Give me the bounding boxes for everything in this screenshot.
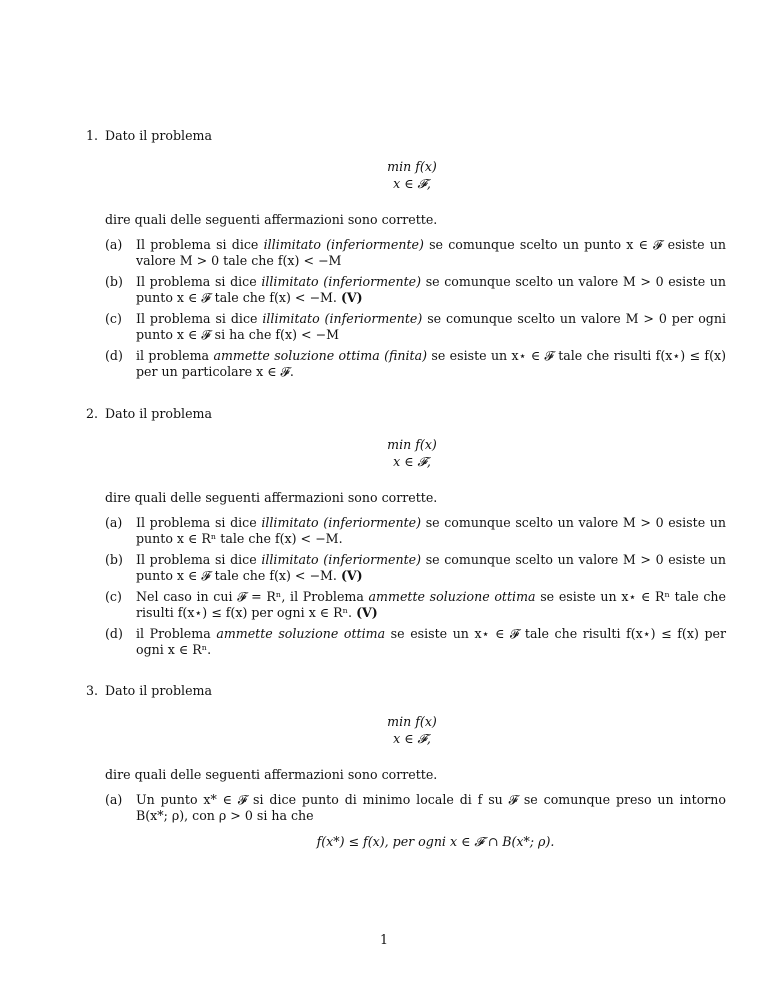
answer-pre: Il problema si dice — [136, 237, 264, 252]
answer-emph: ammette soluzione ottima — [216, 626, 386, 641]
answer-item — [105, 515, 726, 547]
problem-objective: min f(x) — [387, 159, 437, 174]
answer-text — [136, 311, 726, 343]
problem-statement — [86, 436, 726, 470]
answer-emph: ammette soluzione ottima — [368, 589, 536, 604]
answer-text — [136, 515, 726, 547]
answer-item — [105, 311, 726, 343]
answer-label: (b) — [105, 552, 123, 567]
problem-constraint: x ∈ 𝓕, — [393, 454, 431, 469]
answer-text — [136, 274, 726, 306]
answer-text — [136, 589, 726, 621]
question-number: 2. — [86, 406, 99, 421]
answer-text — [136, 237, 726, 269]
answer-post: se esiste un x⋆ ∈ Rⁿ tale che risulti f(x⋆) ≤ f(x) per ogni x ∈ Rⁿ. — [136, 589, 727, 620]
answer-label: (c) — [105, 311, 122, 326]
display-inequality: f(x*) ≤ f(x), per ogni x ∈ 𝓕 ∩ B(x*; ρ). — [316, 834, 555, 849]
answer-post: se esiste un x⋆ ∈ 𝓕 tale che risulti f(x⋆) ≤ f(x) per un particolare x ∈ 𝓕. — [136, 348, 727, 379]
answer-post: se comunque scelto un valore M > 0 esiste un punto x ∈ 𝓕 tale che f(x) < −M. — [136, 274, 727, 305]
correct-mark: (V) — [340, 290, 363, 305]
answer-pre: Nel caso in cui 𝓕 = Rⁿ, il Problema — [136, 589, 369, 604]
problem-constraint: x ∈ 𝓕, — [393, 176, 431, 191]
answer-item — [105, 626, 726, 658]
answer-pre: Il problema si dice — [136, 515, 262, 530]
answer-label: (a) — [105, 515, 123, 530]
answer-pre: il problema — [136, 348, 214, 363]
answer-pre: Il problema si dice — [136, 311, 263, 326]
problem-statement — [86, 713, 726, 747]
answer-text — [136, 348, 726, 380]
answer-emph: illimitato (inferiormente) — [261, 274, 422, 289]
answer-item — [105, 552, 726, 584]
question-heading: Dato il problema — [105, 128, 212, 143]
question-intro: dire quali delle seguenti affermazioni sono corrette. — [105, 490, 438, 505]
question-1 — [86, 128, 726, 385]
answer-emph: illimitato (inferiormente) — [262, 311, 423, 326]
page-number: 1 — [379, 932, 388, 947]
answer-pre: Il problema si dice — [136, 274, 262, 289]
answer-pre: il Problema — [136, 626, 217, 641]
question-intro: dire quali delle seguenti affermazioni sono corrette. — [105, 212, 438, 227]
correct-mark: (V) — [340, 568, 363, 583]
answer-text: Un punto x* ∈ 𝓕 si dice punto di minimo locale di f su 𝓕 se comunque preso un intorno B(x*; ρ), con ρ > 0 si ha che — [136, 792, 726, 823]
correct-mark: (V) — [356, 605, 378, 620]
answer-emph: illimitato (inferiormente) — [261, 515, 422, 530]
question-2 — [86, 406, 726, 663]
answer-post: se comunque scelto un punto x ∈ 𝓕 esiste un valore M > 0 tale che f(x) < −M — [136, 237, 727, 268]
answer-label: (a) — [105, 792, 123, 807]
answer-text — [136, 552, 726, 584]
answer-label: (d) — [105, 626, 123, 641]
answer-post: se comunque scelto un valore M > 0 esiste un punto x ∈ 𝓕 tale che f(x) < −M. — [136, 552, 727, 583]
answer-item — [105, 237, 726, 269]
answer-item — [105, 274, 726, 306]
answer-emph: illimitato (inferiormente) — [261, 552, 422, 567]
problem-constraint: x ∈ 𝓕, — [393, 731, 431, 746]
answer-emph: ammette soluzione ottima (finita) — [213, 348, 428, 363]
problem-objective: min f(x) — [387, 714, 437, 729]
answer-label: (d) — [105, 348, 123, 363]
question-3 — [86, 683, 726, 850]
answer-pre: Il problema si dice — [136, 552, 262, 567]
problem-statement — [86, 158, 726, 192]
answer-label: (a) — [105, 237, 123, 252]
question-heading: Dato il problema — [105, 406, 212, 421]
answer-post: se esiste un x⋆ ∈ 𝓕 tale che risulti f(x⋆) ≤ f(x) per ogni x ∈ Rⁿ. — [136, 626, 726, 657]
question-number: 3. — [86, 683, 99, 698]
answer-post: se comunque scelto un valore M > 0 per ogni punto x ∈ 𝓕 si ha che f(x) < −M — [136, 311, 727, 342]
answer-label: (b) — [105, 274, 123, 289]
question-heading: Dato il problema — [105, 683, 212, 698]
answer-list — [105, 792, 726, 850]
problem-objective: min f(x) — [387, 437, 437, 452]
answer-emph: illimitato (inferiormente) — [263, 237, 424, 252]
answer-list — [105, 515, 726, 658]
answer-list — [105, 237, 726, 380]
answer-label: (c) — [105, 589, 122, 604]
question-intro: dire quali delle seguenti affermazioni sono corrette. — [105, 767, 438, 782]
answer-item — [105, 589, 726, 621]
answer-text — [136, 626, 726, 658]
answer-post: se comunque scelto un valore M > 0 esiste un punto x ∈ Rⁿ tale che f(x) < −M. — [136, 515, 727, 546]
answer-item — [105, 792, 726, 824]
question-number: 1. — [86, 128, 99, 143]
answer-item — [105, 348, 726, 380]
